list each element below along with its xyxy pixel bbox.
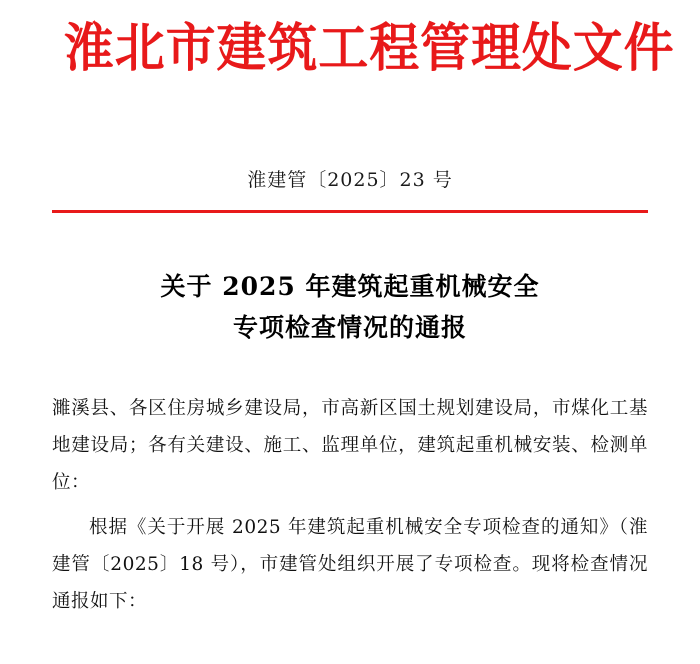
- document-number: 淮建管〔2025〕23 号: [247, 169, 453, 192]
- document-title-line-1: 关于 2025 年建筑起重机械安全: [160, 272, 540, 302]
- body-paragraph-1: 根据《关于开展 2025 年建筑起重机械安全专项检查的通知》（淮建管〔2025〕18 号），市建管处组织开展了专项检查。现将检查情况通报如下：: [52, 517, 648, 613]
- document-page: [0, 18, 700, 664]
- addressee-paragraph: 濉溪县、各区住房城乡建设局，市高新区国土规划建设局，市煤化工基地建设局；各有关建设、施工、监理单位，建筑起重机械安装、检测单位：: [52, 398, 648, 494]
- document-body: [52, 390, 648, 620]
- document-masthead: 淮北市建筑工程管理处文件: [63, 18, 675, 79]
- red-divider-rule: [52, 210, 648, 213]
- document-title: [52, 267, 648, 348]
- document-title-line-2: 专项检查情况的通报: [232, 312, 467, 342]
